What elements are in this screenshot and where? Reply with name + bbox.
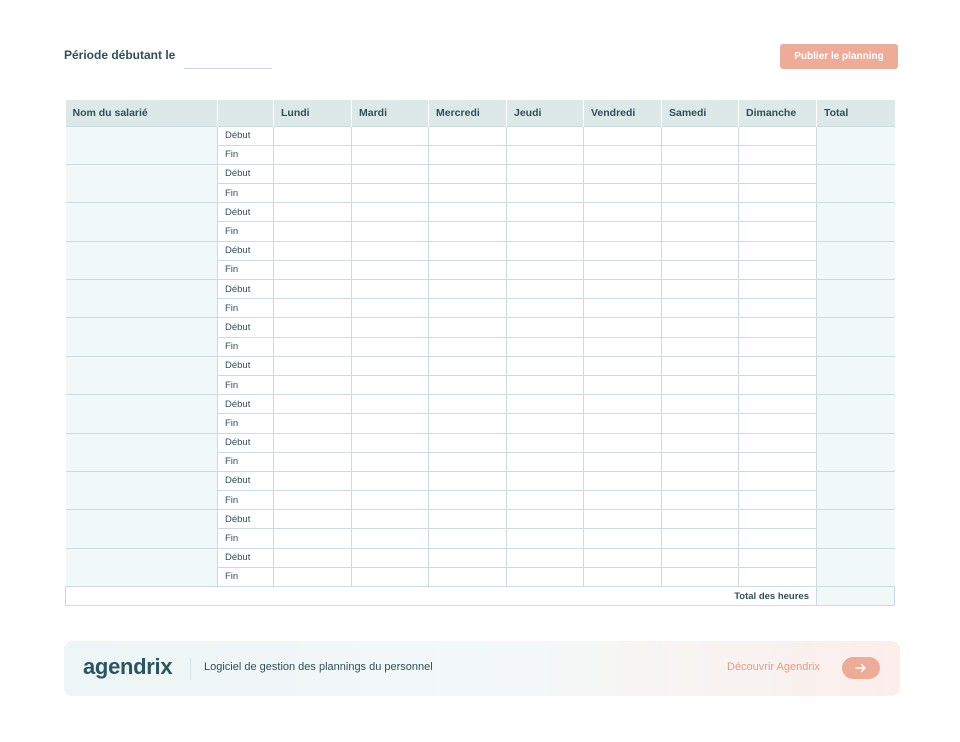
time-cell[interactable]	[429, 203, 507, 222]
employee-name-cell[interactable]	[66, 471, 218, 509]
time-cell[interactable]	[739, 510, 817, 529]
end-label: Fin	[218, 452, 274, 471]
end-label: Fin	[218, 145, 274, 164]
time-cell[interactable]	[352, 126, 429, 145]
employee-total-cell[interactable]	[817, 280, 895, 318]
time-cell[interactable]	[274, 433, 352, 452]
time-cell[interactable]	[274, 337, 352, 356]
time-cell[interactable]	[584, 126, 662, 145]
time-cell[interactable]	[352, 222, 429, 241]
time-cell[interactable]	[739, 548, 817, 567]
time-cell[interactable]	[507, 471, 584, 490]
time-cell[interactable]	[507, 337, 584, 356]
time-cell[interactable]	[274, 491, 352, 510]
time-cell[interactable]	[662, 299, 739, 318]
employee-name-cell[interactable]	[66, 126, 218, 164]
time-cell[interactable]	[739, 164, 817, 183]
time-cell[interactable]	[507, 318, 584, 337]
time-cell[interactable]	[662, 471, 739, 490]
time-cell[interactable]	[352, 356, 429, 375]
time-cell[interactable]	[274, 567, 352, 586]
footer-tagline: Logiciel de gestion des plannings du personnel	[204, 661, 433, 673]
time-cell[interactable]	[662, 491, 739, 510]
time-cell[interactable]	[584, 299, 662, 318]
time-cell[interactable]	[739, 260, 817, 279]
table-row	[66, 548, 895, 567]
start-label: Début	[218, 126, 274, 145]
time-cell[interactable]	[662, 126, 739, 145]
column-header-sunday: Dimanche	[739, 100, 817, 126]
arrow-right-icon	[855, 663, 867, 673]
employee-total-cell[interactable]	[817, 510, 895, 548]
time-cell[interactable]	[584, 203, 662, 222]
end-label: Fin	[218, 184, 274, 203]
table-row	[66, 280, 895, 299]
end-label: Fin	[218, 375, 274, 394]
time-cell[interactable]	[274, 126, 352, 145]
time-cell[interactable]	[274, 375, 352, 394]
table-row	[66, 203, 895, 222]
time-cell[interactable]	[507, 395, 584, 414]
time-cell[interactable]	[662, 548, 739, 567]
discover-agendrix-link[interactable]: Découvrir Agendrix	[727, 661, 820, 673]
time-cell[interactable]	[352, 164, 429, 183]
time-cell[interactable]	[507, 375, 584, 394]
time-cell[interactable]	[662, 145, 739, 164]
time-cell[interactable]	[662, 337, 739, 356]
time-cell[interactable]	[507, 164, 584, 183]
start-label: Début	[218, 318, 274, 337]
column-header-total: Total	[817, 100, 895, 126]
time-cell[interactable]	[352, 529, 429, 548]
time-cell[interactable]	[352, 280, 429, 299]
employee-total-cell[interactable]	[817, 433, 895, 471]
time-cell[interactable]	[352, 203, 429, 222]
employee-name-cell[interactable]	[66, 164, 218, 202]
start-label: Début	[218, 548, 274, 567]
time-cell[interactable]	[584, 529, 662, 548]
time-cell[interactable]	[507, 567, 584, 586]
time-cell[interactable]	[584, 280, 662, 299]
time-cell[interactable]	[274, 395, 352, 414]
time-cell[interactable]	[662, 260, 739, 279]
table-row	[66, 164, 895, 183]
time-cell[interactable]	[429, 184, 507, 203]
time-cell[interactable]	[739, 433, 817, 452]
time-cell[interactable]	[352, 491, 429, 510]
time-cell[interactable]	[352, 567, 429, 586]
time-cell[interactable]	[584, 241, 662, 260]
column-header-saturday: Samedi	[662, 100, 739, 126]
time-cell[interactable]	[352, 433, 429, 452]
time-cell[interactable]	[429, 299, 507, 318]
time-cell[interactable]	[507, 433, 584, 452]
time-cell[interactable]	[662, 567, 739, 586]
time-cell[interactable]	[507, 260, 584, 279]
employee-name-cell[interactable]	[66, 548, 218, 586]
employee-total-cell[interactable]	[817, 395, 895, 433]
time-cell[interactable]	[739, 241, 817, 260]
time-cell[interactable]	[274, 241, 352, 260]
time-cell[interactable]	[274, 452, 352, 471]
table-row	[66, 471, 895, 490]
employee-name-cell[interactable]	[66, 203, 218, 241]
time-cell[interactable]	[352, 337, 429, 356]
column-header-wednesday: Mercredi	[429, 100, 507, 126]
end-label: Fin	[218, 414, 274, 433]
time-cell[interactable]	[739, 414, 817, 433]
time-cell[interactable]	[662, 280, 739, 299]
time-cell[interactable]	[352, 241, 429, 260]
end-label: Fin	[218, 491, 274, 510]
time-cell[interactable]	[739, 529, 817, 548]
time-cell[interactable]	[507, 203, 584, 222]
time-cell[interactable]	[429, 222, 507, 241]
employee-total-cell[interactable]	[817, 126, 895, 164]
end-label: Fin	[218, 222, 274, 241]
time-cell[interactable]	[739, 452, 817, 471]
time-cell[interactable]	[274, 510, 352, 529]
time-cell[interactable]	[584, 318, 662, 337]
time-cell[interactable]	[584, 433, 662, 452]
time-cell[interactable]	[739, 395, 817, 414]
period-label: Période débutant le	[64, 48, 176, 62]
employee-name-cell[interactable]	[66, 280, 218, 318]
employee-total-cell[interactable]	[817, 164, 895, 202]
time-cell[interactable]	[584, 260, 662, 279]
time-cell[interactable]	[662, 164, 739, 183]
table-row	[66, 241, 895, 260]
time-cell[interactable]	[429, 510, 507, 529]
time-cell[interactable]	[429, 452, 507, 471]
time-cell[interactable]	[507, 184, 584, 203]
table-header-row	[66, 100, 895, 126]
employee-name-cell[interactable]	[66, 241, 218, 279]
time-cell[interactable]	[352, 318, 429, 337]
end-label: Fin	[218, 567, 274, 586]
time-cell[interactable]	[352, 510, 429, 529]
time-cell[interactable]	[739, 356, 817, 375]
table-row	[66, 126, 895, 145]
time-cell[interactable]	[584, 471, 662, 490]
time-cell[interactable]	[584, 548, 662, 567]
start-label: Début	[218, 471, 274, 490]
time-cell[interactable]	[662, 433, 739, 452]
table-row	[66, 510, 895, 529]
time-cell[interactable]	[429, 164, 507, 183]
time-cell[interactable]	[274, 299, 352, 318]
time-cell[interactable]	[429, 241, 507, 260]
time-cell[interactable]	[352, 452, 429, 471]
time-cell[interactable]	[739, 203, 817, 222]
time-cell[interactable]	[739, 491, 817, 510]
employee-name-cell[interactable]	[66, 433, 218, 471]
agendrix-logo[interactable]: agendrix	[83, 654, 173, 679]
time-cell[interactable]	[274, 260, 352, 279]
end-label: Fin	[218, 260, 274, 279]
time-cell[interactable]	[584, 375, 662, 394]
schedule-table-wrap	[65, 100, 894, 606]
table-row	[66, 318, 895, 337]
column-header-blank	[218, 100, 274, 126]
time-cell[interactable]	[274, 184, 352, 203]
time-cell[interactable]	[739, 318, 817, 337]
employee-name-cell[interactable]	[66, 395, 218, 433]
time-cell[interactable]	[739, 567, 817, 586]
total-hours-label: Total des heures	[66, 587, 817, 606]
time-cell[interactable]	[352, 145, 429, 164]
employee-total-cell[interactable]	[817, 356, 895, 394]
time-cell[interactable]	[584, 145, 662, 164]
time-cell[interactable]	[507, 548, 584, 567]
column-header-tuesday: Mardi	[352, 100, 429, 126]
time-cell[interactable]	[429, 356, 507, 375]
employee-name-cell[interactable]	[66, 356, 218, 394]
time-cell[interactable]	[429, 375, 507, 394]
time-cell[interactable]	[429, 414, 507, 433]
time-cell[interactable]	[739, 184, 817, 203]
table-row	[66, 356, 895, 375]
employee-name-cell[interactable]	[66, 510, 218, 548]
time-cell[interactable]	[429, 260, 507, 279]
time-cell[interactable]	[584, 164, 662, 183]
start-label: Début	[218, 433, 274, 452]
column-header-thursday: Jeudi	[507, 100, 584, 126]
time-cell[interactable]	[739, 280, 817, 299]
employee-total-cell[interactable]	[817, 241, 895, 279]
total-hours-row	[66, 587, 895, 606]
start-label: Début	[218, 510, 274, 529]
time-cell[interactable]	[584, 452, 662, 471]
time-cell[interactable]	[274, 318, 352, 337]
column-header-employee: Nom du salarié	[66, 100, 218, 126]
footer-banner	[64, 641, 900, 696]
start-label: Début	[218, 203, 274, 222]
time-cell[interactable]	[739, 126, 817, 145]
time-cell[interactable]	[507, 241, 584, 260]
start-label: Début	[218, 280, 274, 299]
time-cell[interactable]	[429, 395, 507, 414]
time-cell[interactable]	[739, 375, 817, 394]
time-cell[interactable]	[507, 299, 584, 318]
time-cell[interactable]	[507, 280, 584, 299]
time-cell[interactable]	[739, 299, 817, 318]
time-cell[interactable]	[352, 299, 429, 318]
time-cell[interactable]	[662, 375, 739, 394]
table-row	[66, 433, 895, 452]
time-cell[interactable]	[662, 529, 739, 548]
employee-total-cell[interactable]	[817, 203, 895, 241]
time-cell[interactable]	[274, 222, 352, 241]
time-cell[interactable]	[507, 222, 584, 241]
time-cell[interactable]	[429, 471, 507, 490]
start-label: Début	[218, 356, 274, 375]
time-cell[interactable]	[739, 222, 817, 241]
time-cell[interactable]	[429, 145, 507, 164]
time-cell[interactable]	[584, 395, 662, 414]
time-cell[interactable]	[662, 241, 739, 260]
time-cell[interactable]	[662, 184, 739, 203]
start-label: Début	[218, 395, 274, 414]
time-cell[interactable]	[507, 491, 584, 510]
time-cell[interactable]	[352, 548, 429, 567]
time-cell[interactable]	[352, 395, 429, 414]
employee-total-cell[interactable]	[817, 471, 895, 509]
schedule-body	[66, 126, 895, 606]
time-cell[interactable]	[429, 548, 507, 567]
time-cell[interactable]	[507, 510, 584, 529]
footer-divider	[190, 658, 191, 680]
time-cell[interactable]	[662, 318, 739, 337]
time-cell[interactable]	[352, 184, 429, 203]
table-row	[66, 395, 895, 414]
time-cell[interactable]	[274, 471, 352, 490]
time-cell[interactable]	[352, 375, 429, 394]
time-cell[interactable]	[352, 471, 429, 490]
time-cell[interactable]	[429, 337, 507, 356]
end-label: Fin	[218, 299, 274, 318]
time-cell[interactable]	[662, 222, 739, 241]
schedule-table	[65, 100, 895, 606]
time-cell[interactable]	[584, 184, 662, 203]
time-cell[interactable]	[429, 433, 507, 452]
time-cell[interactable]	[739, 145, 817, 164]
period-date-field[interactable]	[184, 68, 272, 69]
start-label: Début	[218, 241, 274, 260]
arrow-right-button[interactable]	[842, 657, 880, 679]
time-cell[interactable]	[662, 395, 739, 414]
time-cell[interactable]	[662, 510, 739, 529]
time-cell[interactable]	[507, 356, 584, 375]
time-cell[interactable]	[662, 203, 739, 222]
time-cell[interactable]	[584, 222, 662, 241]
column-header-friday: Vendredi	[584, 100, 662, 126]
time-cell[interactable]	[429, 318, 507, 337]
publish-schedule-button[interactable]: Publier le planning	[780, 44, 898, 69]
time-cell[interactable]	[584, 510, 662, 529]
time-cell[interactable]	[507, 529, 584, 548]
time-cell[interactable]	[352, 260, 429, 279]
time-cell[interactable]	[739, 337, 817, 356]
time-cell[interactable]	[274, 280, 352, 299]
end-label: Fin	[218, 337, 274, 356]
time-cell[interactable]	[507, 126, 584, 145]
time-cell[interactable]	[429, 280, 507, 299]
employee-total-cell[interactable]	[817, 318, 895, 356]
column-header-monday: Lundi	[274, 100, 352, 126]
time-cell[interactable]	[507, 414, 584, 433]
time-cell[interactable]	[429, 567, 507, 586]
time-cell[interactable]	[274, 356, 352, 375]
time-cell[interactable]	[274, 203, 352, 222]
start-label: Début	[218, 164, 274, 183]
time-cell[interactable]	[429, 529, 507, 548]
time-cell[interactable]	[274, 414, 352, 433]
time-cell[interactable]	[352, 414, 429, 433]
time-cell[interactable]	[507, 452, 584, 471]
time-cell[interactable]	[662, 356, 739, 375]
time-cell[interactable]	[584, 491, 662, 510]
time-cell[interactable]	[274, 548, 352, 567]
time-cell[interactable]	[429, 126, 507, 145]
time-cell[interactable]	[584, 356, 662, 375]
time-cell[interactable]	[662, 452, 739, 471]
time-cell[interactable]	[584, 337, 662, 356]
time-cell[interactable]	[584, 414, 662, 433]
time-cell[interactable]	[584, 567, 662, 586]
end-label: Fin	[218, 529, 274, 548]
total-hours-value[interactable]	[817, 587, 895, 606]
time-cell[interactable]	[507, 145, 584, 164]
employee-total-cell[interactable]	[817, 548, 895, 586]
employee-name-cell[interactable]	[66, 318, 218, 356]
time-cell[interactable]	[274, 145, 352, 164]
time-cell[interactable]	[662, 414, 739, 433]
time-cell[interactable]	[429, 491, 507, 510]
time-cell[interactable]	[739, 471, 817, 490]
time-cell[interactable]	[274, 529, 352, 548]
time-cell[interactable]	[274, 164, 352, 183]
